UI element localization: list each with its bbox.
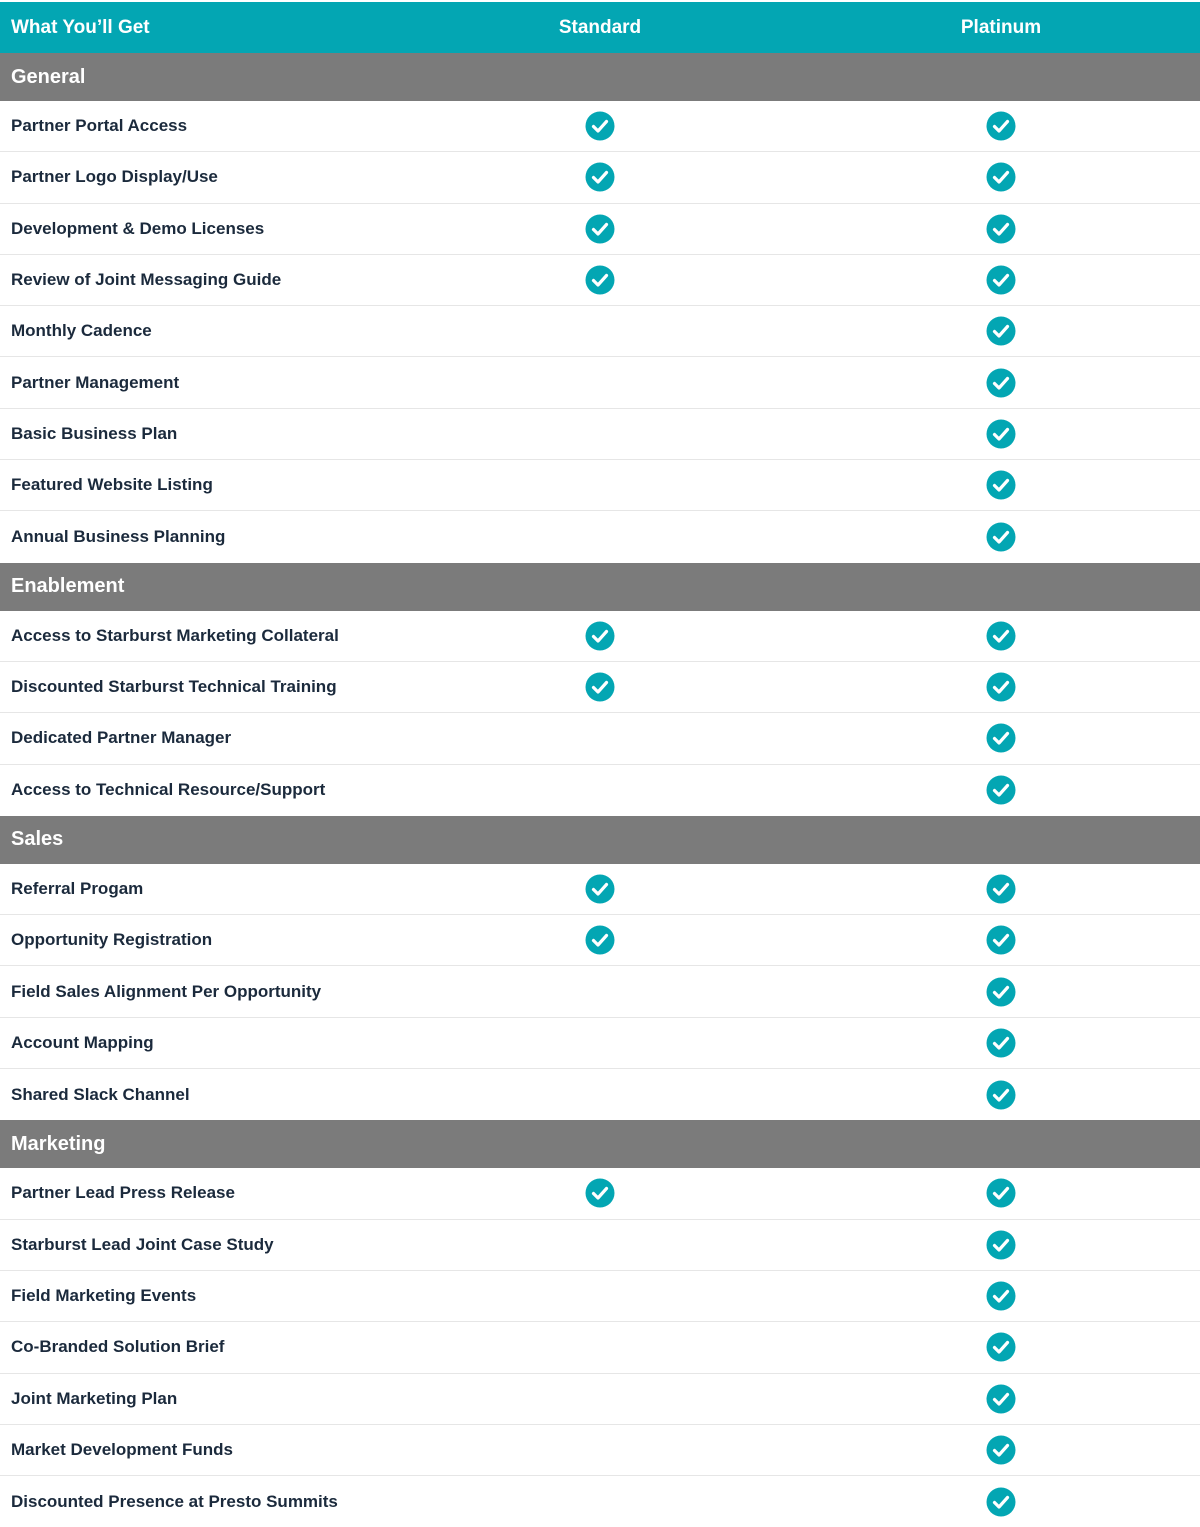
check-circle-icon xyxy=(986,316,1016,346)
section-header-marketing: Marketing xyxy=(0,1120,1200,1168)
platinum-cell xyxy=(986,1080,1016,1110)
header-standard: Standard xyxy=(558,16,642,38)
platinum-cell xyxy=(986,316,1016,346)
table-row xyxy=(0,409,1200,460)
check-circle-icon xyxy=(986,621,1016,651)
table-row xyxy=(0,1425,1200,1476)
check-circle-icon xyxy=(986,1178,1016,1208)
feature-label: Field Marketing Events xyxy=(11,1286,197,1306)
table-row xyxy=(0,1322,1200,1373)
check-circle-icon xyxy=(986,723,1016,753)
check-circle-icon xyxy=(986,775,1016,805)
standard-cell xyxy=(585,672,615,702)
table-row xyxy=(0,1018,1200,1069)
check-circle-icon xyxy=(986,925,1016,955)
section-header-sales: Sales xyxy=(0,816,1200,864)
feature-label: Joint Marketing Plan xyxy=(11,1388,178,1408)
check-circle-icon xyxy=(986,1435,1016,1465)
check-circle-icon xyxy=(986,419,1016,449)
check-circle-icon xyxy=(986,1332,1016,1362)
feature-label: Basic Business Plan xyxy=(11,423,178,443)
platinum-cell xyxy=(986,162,1016,192)
check-circle-icon xyxy=(986,1028,1016,1058)
table-row xyxy=(0,915,1200,966)
platinum-cell xyxy=(986,977,1016,1007)
table-row xyxy=(0,1271,1200,1322)
standard-cell xyxy=(585,1178,615,1208)
platinum-cell xyxy=(986,111,1016,141)
check-circle-icon xyxy=(986,1384,1016,1414)
feature-label: Partner Logo Display/Use xyxy=(11,167,218,187)
check-circle-icon xyxy=(986,111,1016,141)
header-feature: What You’ll Get xyxy=(11,16,150,38)
check-circle-icon xyxy=(585,162,615,192)
standard-cell xyxy=(585,925,615,955)
feature-label: Partner Lead Press Release xyxy=(11,1183,235,1203)
platinum-cell xyxy=(986,1332,1016,1362)
feature-label: Featured Website Listing xyxy=(11,475,213,495)
table-row xyxy=(0,255,1200,306)
check-circle-icon xyxy=(986,874,1016,904)
table-row xyxy=(0,357,1200,408)
check-circle-icon xyxy=(986,1487,1016,1517)
table-row xyxy=(0,765,1200,816)
feature-label: Discounted Starburst Technical Training xyxy=(11,677,337,697)
feature-label: Partner Management xyxy=(11,372,180,392)
feature-label: Development & Demo Licenses xyxy=(11,218,265,238)
platinum-cell xyxy=(986,522,1016,552)
check-circle-icon xyxy=(585,874,615,904)
check-circle-icon xyxy=(986,522,1016,552)
check-circle-icon xyxy=(986,265,1016,295)
check-circle-icon xyxy=(986,672,1016,702)
platinum-cell xyxy=(986,874,1016,904)
check-circle-icon xyxy=(585,621,615,651)
table-row xyxy=(0,662,1200,713)
check-circle-icon xyxy=(585,265,615,295)
platinum-cell xyxy=(986,1230,1016,1260)
feature-label: Monthly Cadence xyxy=(11,321,152,341)
standard-cell xyxy=(585,265,615,295)
feature-label: Opportunity Registration xyxy=(11,930,213,950)
feature-label: Dedicated Partner Manager xyxy=(11,728,232,748)
table-row xyxy=(0,611,1200,662)
check-circle-icon xyxy=(986,1281,1016,1311)
check-circle-icon xyxy=(585,214,615,244)
section-header-enablement: Enablement xyxy=(0,563,1200,611)
feature-label: Discounted Presence at Presto Summits xyxy=(11,1491,338,1511)
platinum-cell xyxy=(986,925,1016,955)
table-row xyxy=(0,204,1200,255)
check-circle-icon xyxy=(585,925,615,955)
feature-label: Co-Branded Solution Brief xyxy=(11,1337,225,1357)
header-platinum: Platinum xyxy=(960,16,1042,38)
table-row xyxy=(0,1476,1200,1527)
check-circle-icon xyxy=(986,214,1016,244)
check-circle-icon xyxy=(986,977,1016,1007)
table-row xyxy=(0,306,1200,357)
platinum-cell xyxy=(986,1384,1016,1414)
standard-cell xyxy=(585,111,615,141)
platinum-cell xyxy=(986,621,1016,651)
standard-cell xyxy=(585,621,615,651)
check-circle-icon xyxy=(986,162,1016,192)
feature-label: Shared Slack Channel xyxy=(11,1084,190,1104)
feature-label: Account Mapping xyxy=(11,1032,154,1052)
standard-cell xyxy=(585,874,615,904)
section-header-general: General xyxy=(0,53,1200,101)
comparison-table xyxy=(0,2,1200,1527)
platinum-cell xyxy=(986,1028,1016,1058)
table-row xyxy=(0,511,1200,562)
feature-label: Referral Progam xyxy=(11,879,144,898)
feature-label: Starburst Lead Joint Case Study xyxy=(11,1234,274,1254)
feature-label: Annual Business Planning xyxy=(11,527,226,547)
platinum-cell xyxy=(986,1435,1016,1465)
platinum-cell xyxy=(986,265,1016,295)
platinum-cell xyxy=(986,1178,1016,1208)
platinum-cell xyxy=(986,470,1016,500)
table-row xyxy=(0,966,1200,1017)
feature-label: Access to Starburst Marketing Collateral xyxy=(11,625,339,645)
table-header xyxy=(0,2,1200,53)
platinum-cell xyxy=(986,1487,1016,1517)
table-row xyxy=(0,864,1200,915)
table-body xyxy=(0,53,1200,1527)
feature-label: Access to Technical Resource/Support xyxy=(11,780,326,800)
check-circle-icon xyxy=(986,1230,1016,1260)
feature-label: Field Sales Alignment Per Opportunity xyxy=(11,981,322,1001)
check-circle-icon xyxy=(585,672,615,702)
table-row xyxy=(0,1168,1200,1219)
platinum-cell xyxy=(986,214,1016,244)
standard-cell xyxy=(585,162,615,192)
table-row xyxy=(0,152,1200,203)
platinum-cell xyxy=(986,1281,1016,1311)
table-row xyxy=(0,1220,1200,1271)
check-circle-icon xyxy=(585,111,615,141)
platinum-cell xyxy=(986,723,1016,753)
check-circle-icon xyxy=(986,368,1016,398)
table-row xyxy=(0,1374,1200,1425)
platinum-cell xyxy=(986,672,1016,702)
standard-cell xyxy=(585,214,615,244)
check-circle-icon xyxy=(986,470,1016,500)
table-row xyxy=(0,1069,1200,1120)
table-row xyxy=(0,101,1200,152)
table-row xyxy=(0,460,1200,511)
feature-label: Review of Joint Messaging Guide xyxy=(11,270,282,290)
feature-label: Market Development Funds xyxy=(11,1439,233,1459)
check-circle-icon xyxy=(585,1178,615,1208)
platinum-cell xyxy=(986,775,1016,805)
feature-label: Partner Portal Access xyxy=(11,116,188,136)
check-circle-icon xyxy=(986,1080,1016,1110)
table-row xyxy=(0,713,1200,764)
platinum-cell xyxy=(986,368,1016,398)
platinum-cell xyxy=(986,419,1016,449)
